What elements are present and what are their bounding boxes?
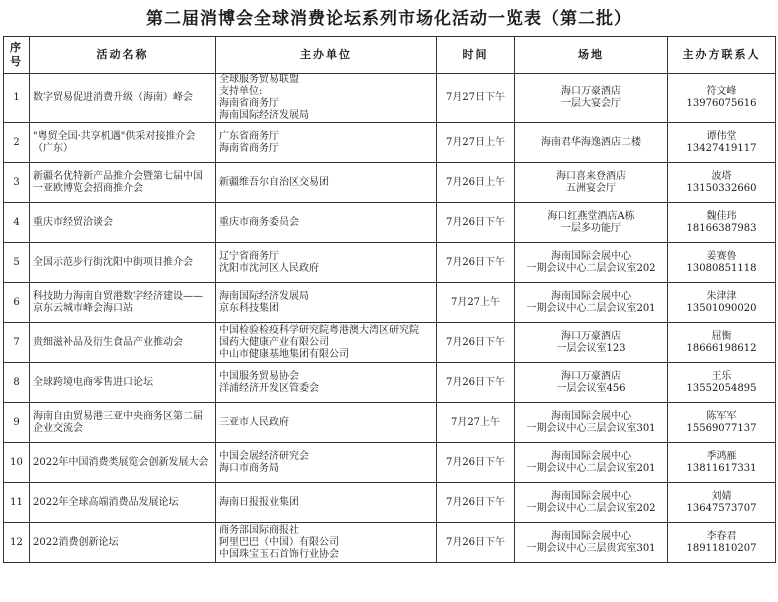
cell-name: 重庆市经贸洽谈会 (30, 203, 216, 243)
table-row (4, 163, 776, 203)
cell-venue: 海南国际会展中心 一期会议中心二层会议室202 (515, 243, 668, 283)
cell-contact: 季鸿雁 13811617331 (668, 443, 776, 483)
header-org: 主办单位 (216, 37, 437, 74)
cell-venue: 海南君华海逸酒店二楼 (515, 123, 668, 163)
cell-contact: 波塔 13150332660 (668, 163, 776, 203)
cell-name: 全球跨境电商零售进口论坛 (30, 363, 216, 403)
table-row (4, 323, 776, 363)
cell-no: 3 (4, 163, 30, 203)
cell-name: 贵细滋补品及衍生食品产业推动会 (30, 323, 216, 363)
cell-contact: 姜赛鲁 13080851118 (668, 243, 776, 283)
cell-venue: 海南国际会展中心 一期会议中心二层会议室202 (515, 483, 668, 523)
cell-no: 10 (4, 443, 30, 483)
cell-time: 7月26日下午 (437, 483, 515, 523)
cell-time: 7月27日下午 (437, 74, 515, 123)
cell-no: 7 (4, 323, 30, 363)
table-row (4, 283, 776, 323)
cell-name: 数字贸易促进消费升级（海南）峰会 (30, 74, 216, 123)
cell-contact: 王乐 13552054895 (668, 363, 776, 403)
page-title: 第二届消博会全球消费论坛系列市场化活动一览表（第二批） (146, 9, 632, 29)
cell-org: 辽宁省商务厅 沈阳市沈河区人民政府 (216, 243, 437, 283)
cell-org: 重庆市商务委员会 (216, 203, 437, 243)
cell-name: "粤贸全国·共享机遇"供采对接推介会（广东） (30, 123, 216, 163)
cell-no: 9 (4, 403, 30, 443)
cell-no: 8 (4, 363, 30, 403)
cell-time: 7月27上午 (437, 283, 515, 323)
cell-venue: 海口万豪酒店 一层会议室123 (515, 323, 668, 363)
table-row (4, 523, 776, 563)
cell-org: 新疆维吾尔自治区交易团 (216, 163, 437, 203)
cell-org: 三亚市人民政府 (216, 403, 437, 443)
cell-name: 2022年全球高端消费品发展论坛 (30, 483, 216, 523)
cell-org: 中国服务贸易协会 洋浦经济开发区管委会 (216, 363, 437, 403)
cell-name: 全国示范步行街沈阳中街项目推介会 (30, 243, 216, 283)
cell-no: 2 (4, 123, 30, 163)
table-row (4, 363, 776, 403)
table-row (4, 123, 776, 163)
cell-contact: 李春君 18911810207 (668, 523, 776, 563)
cell-time: 7月26日下午 (437, 363, 515, 403)
cell-time: 7月26日下午 (437, 203, 515, 243)
cell-org: 海南国际经济发展局 京东科技集团 (216, 283, 437, 323)
header-contact: 主办方联系人 (668, 37, 776, 74)
table-row (4, 243, 776, 283)
cell-venue: 海口喜来登酒店 五洲宴会厅 (515, 163, 668, 203)
cell-venue: 海南国际会展中心 一期会议中心三层会议室301 (515, 403, 668, 443)
header-time: 时间 (437, 37, 515, 74)
cell-venue: 海口万豪酒店 一层大宴会厅 (515, 74, 668, 123)
cell-time: 7月26日下午 (437, 443, 515, 483)
cell-time: 7月26日上午 (437, 163, 515, 203)
cell-contact: 符文峰 13976075616 (668, 74, 776, 123)
cell-time: 7月26日下午 (437, 523, 515, 563)
cell-org: 中国检验检疫科学研究院粤港澳大湾区研究院 国药大健康产业有限公司 中山市健康基地集团有限公司 (216, 323, 437, 363)
events-table (3, 36, 776, 563)
header-no: 序号 (4, 37, 30, 74)
cell-venue: 海南国际会展中心 一期会议中心三层贵宾室301 (515, 523, 668, 563)
cell-name: 科技助力海南自贸港数字经济建设——京东云城市峰会海口站 (30, 283, 216, 323)
cell-name: 2022消费创新论坛 (30, 523, 216, 563)
cell-venue: 海口万豪酒店 一层会议室456 (515, 363, 668, 403)
cell-no: 6 (4, 283, 30, 323)
header-venue: 场地 (515, 37, 668, 74)
cell-contact: 魏佳玮 18166387983 (668, 203, 776, 243)
cell-contact: 谭伟堂 13427419117 (668, 123, 776, 163)
table-row (4, 403, 776, 443)
cell-venue: 海口红燕堂酒店A栋 一层多功能厅 (515, 203, 668, 243)
cell-no: 4 (4, 203, 30, 243)
cell-time: 7月27日上午 (437, 123, 515, 163)
cell-org: 广东省商务厅 海南省商务厅 (216, 123, 437, 163)
cell-contact: 陈军军 15569077137 (668, 403, 776, 443)
cell-org: 中国会展经济研究会 海口市商务局 (216, 443, 437, 483)
cell-org: 全球服务贸易联盟 支持单位: 海南省商务厅 海南国际经济发展局 (216, 74, 437, 123)
cell-name: 新疆名优特新产品推介会暨第七届中国一亚欧博览会招商推介会 (30, 163, 216, 203)
table-header-row (4, 37, 776, 74)
table-row (4, 74, 776, 123)
cell-contact: 刘婧 13647573707 (668, 483, 776, 523)
cell-time: 7月26日下午 (437, 323, 515, 363)
cell-org: 海南日报报业集团 (216, 483, 437, 523)
cell-venue: 海南国际会展中心 一期会议中心二层会议室201 (515, 283, 668, 323)
cell-venue: 海南国际会展中心 一期会议中心二层会议室201 (515, 443, 668, 483)
cell-no: 5 (4, 243, 30, 283)
cell-time: 7月26日下午 (437, 243, 515, 283)
cell-no: 11 (4, 483, 30, 523)
header-name: 活动名称 (30, 37, 216, 74)
cell-time: 7月27上午 (437, 403, 515, 443)
cell-name: 2022年中国消费类展览会创新发展大会 (30, 443, 216, 483)
table-row (4, 203, 776, 243)
cell-contact: 朱津津 13501090020 (668, 283, 776, 323)
table-row (4, 443, 776, 483)
cell-no: 12 (4, 523, 30, 563)
table-row (4, 483, 776, 523)
cell-no: 1 (4, 74, 30, 123)
cell-name: 海南自由贸易港三亚中央商务区第二届企业交流会 (30, 403, 216, 443)
cell-contact: 屈衡 18666198612 (668, 323, 776, 363)
cell-org: 商务部国际商报社 阿里巴巴（中国）有限公司 中国珠宝玉石首饰行业协会 (216, 523, 437, 563)
